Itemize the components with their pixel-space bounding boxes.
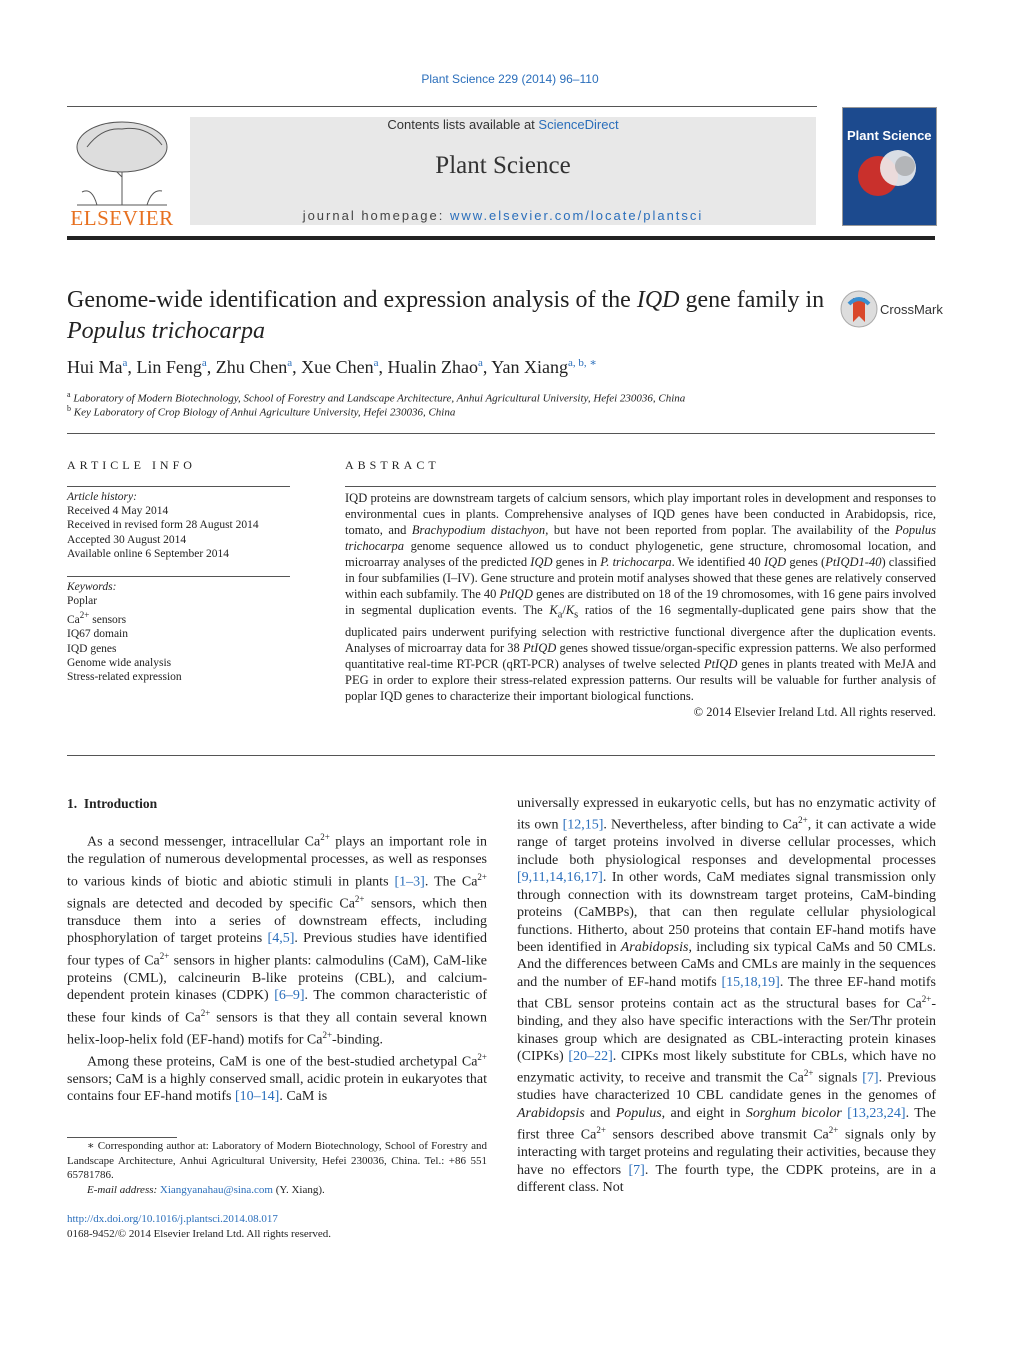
publisher-wordmark: ELSEVIER [70,206,174,230]
abstract-heading: ABSTRACT [345,458,440,472]
homepage-link[interactable]: www.elsevier.com/locate/plantsci [450,208,704,223]
contents-prefix: Contents lists available at [387,117,539,132]
title-text-2: gene family in [679,287,825,313]
doi-block [67,1212,487,1241]
keyword: Genome wide analysis [67,656,172,669]
keywords-label: Keywords: [67,581,117,593]
journal-name: Plant Science [435,152,571,179]
author[interactable]: Hui Ma$^a$ [67,357,128,377]
issn-line: 0168-9452/© 2014 Elsevier Ireland Ltd. All rights reserved. [67,1227,332,1240]
article-title [67,285,827,347]
sciencedirect-link[interactable]: ScienceDirect [538,117,619,132]
history-item: Accepted 30 August 2014 [67,533,187,546]
title-gene: IQD [636,287,680,313]
author[interactable]: Hualin Zhao$^a$ [387,357,483,377]
email-link[interactable]: Xiangyanahau@sina.com [159,1183,273,1196]
corresponding-footnote [67,1139,487,1197]
email-line: E-mail address: Xiangyanahau@sina.com (Y. Xiang). [87,1183,325,1196]
intro-paragraph: As a second messenger, intracellular $Ca^{2+}$ plays an important role in the regulation of numerous developmental processes, as well as responses to various kinds of biotic and abiotic stimuli in plants [1–3]. The $Ca^{2+}$ signals are detected and decoded by specific $Ca^{2+}$ sensors, which then transduce them into a series of downstream effects, including phosphorylation of target proteins [4,5]. Previous studies have identified four types of $Ca^{2+}$ sensors in higher plants: calmodulins (CaM), CaM-like proteins (CML), calcineurin B-like proteins (CBL), and calcium-dependent protein kinases (CDPK) [6–9]. The common characteristic of these four kinds of $Ca^{2+}$ sensors is that they all contain several known helix-loop-helix fold (EF-hand) motifs for $Ca^{2+}$-binding. [67,832,488,1048]
abstract-copyright: © 2014 Elsevier Ireland Ltd. All rights reserved. [693,704,936,719]
crossmark-icon [840,290,880,330]
intro-left-column [67,795,487,1106]
author[interactable]: Lin Feng$^a$ [136,357,207,377]
keyword: IQ67 domain [67,628,129,641]
homepage-prefix: journal homepage: [302,208,450,223]
history-item: Received 4 May 2014 [67,505,169,518]
keyword: IQD genes [67,642,117,655]
intro-paragraph: Among these proteins, CaM is one of the best-studied archetypal $Ca^{2+}$ sensors; CaM is a highly conserved small, acidic protein in eukaryotes that contains four EF-hand motifs [10–14]. CaM is [67,1051,487,1105]
history-item: Available online 6 September 2014 [67,547,230,560]
keywords-list [67,580,290,684]
journal-citation[interactable]: Plant Science 229 (2014) 96–110 [421,72,599,86]
keyword: Poplar [67,595,98,608]
doi-link[interactable]: http://dx.doi.org/10.1016/j.plantsci.2014.08.017 [67,1213,278,1225]
keyword: Stress-related expression [67,671,182,684]
history-label: Article history: [67,491,137,503]
article-history [67,490,290,561]
affiliation-rule [67,433,935,434]
footnote-rule [67,1137,177,1138]
intro-paragraph: universally expressed in eukaryotic cells, but has no enzymatic activity of its own [12,15]. Nevertheless, after binding to $Ca^{2+}$, it can activate a wide range of target proteins involved in diverse cellular processes, which include both physiological responses and developmental processes [9,11,14,16,17]. In other words, CaM mediates signal transmission only through connection with its downstream target proteins, CaM-binding proteins (CaMBPs), that can then regulate cellular physiological functions. Hitherto, about 250 proteins that contain EF-hand motifs have been identified in Arabidopsis, including six typical CaMs and 50 CMLs. And the differences between CaMs and CMLs are mainly in the sequences and the number of EF-hand motifs [15,18,19]. The three EF-hand motifs that CBL sensor proteins contain act as the structural bases for $Ca^{2+}$-binding, and they also have specific interactions with the Ser/Thr protein kinases group which are designated as CBL-interacting protein kinases (CIPKs) [20–22]. CIPKs most likely substitute for CBLs, which have no enzymatic activity, to receive and transmit the $Ca^{2+}$ signals [7]. Previous studies have characterized 10 CBL candidate genes in the genomes of Arabidopsis and Populus, and eight in Sorghum bicolor [13,23,24]. The first three $Ca^{2+}$ sensors described above transmit $Ca^{2+}$ signals only by interacting with target proteins and regulating their activities, because they have no effectors [7]. The fourth type, the CDPK proteins, are in a different class. Not [517,796,937,1196]
author-list: Hui Ma$^a$, Lin Feng$^a$, Zhu Chen$^a$, Xue Chen$^a$, Hualin Zhao$^a$, Yan Xiang$^{a, b, ∗}$ [67,357,597,377]
affiliation-a: $^a$ Laboratory of Modern Biotechnology, School of Forestry and Landscape Architecture, Anhui Agricultural University, Hefei 230036, China [67,390,686,405]
article-info-heading: ARTICLE INFO [67,458,196,472]
header-rule [67,106,817,107]
history-item: Received in revised form 28 August 2014 [67,519,259,532]
title-species: Populus trichocarpa [67,318,265,344]
abstract-end-rule [67,755,935,756]
contents-line [190,117,816,132]
abstract-rule [345,486,936,487]
journal-cover-image [842,107,937,226]
intro-heading: 1. Introduction [67,796,158,811]
corresponding-author: ∗ Corresponding author at: Laboratory of Modern Biotechnology, School of Forestry and Landscape Architecture, Anhui Agricultural University, Hefei 230036, China. Tel.: +86 551 65781786. [67,1140,487,1181]
article-info-rule [67,486,290,487]
author[interactable]: Xue Chen$^a$ [301,357,379,377]
author[interactable]: Zhu Chen$^a$ [215,357,293,377]
journal-homepage [190,208,816,223]
author[interactable]: Yan Xiang$^{a, b, ∗}$ [491,357,597,377]
crossmark-badge[interactable] [840,290,943,330]
keyword: $Ca^{2+}$ sensors [67,610,127,627]
header-thick-rule [67,236,935,240]
keywords-rule [67,576,290,577]
intro-right-column [517,795,936,1197]
title-text: Genome-wide identification and expression analysis of the [67,287,637,313]
abstract-body: IQD proteins are downstream targets of calcium sensors, which play important roles in development and responses to environmental cues in plants. Comprehensive analyses of IQD genes have been conducted in Arabidopsis, rice, tomato, and Brachypodium distachyon, but have not been reported from poplar. The availability of the Populus trichocarpa genome sequence allowed us to conduct phylogenetic, gene structure, chromosomal location, and microarray analyses of the predicted IQD genes in P. trichocarpa. We identified 40 IQD genes (PtIQD1-40) classified in four subfamilies (I–IV). Gene structure and protein motif analyses showed that these genes are relatively conserved within each subfamily. The 40 PtIQD genes are distributed on 18 of the 19 chromosomes, with 16 gene pairs involved in segmental duplication events. The $K_a/K_s$ ratios of the 16 segmentally-duplicated gene pairs show that the duplicated pairs underwent purifying selection with restrictive functional divergence after the duplication events. Analyses of microarray data for 38 PtIQD genes showed tissue/organ-specific expression patterns. We also performed quantitative real-time RT-PCR (qRT-PCR) analyses of twelve selected PtIQD genes in plants treated with MeJA and PEG in order to explore their stress-related expression patterns. Our results will be valuable for further analysis of poplar IQD genes to characterize their important biological functions. © 2014 Elsevier Ireland Ltd. All rights reserved. [345,491,937,719]
crossmark-label: CrossMark [880,302,943,317]
cover-title: Plant Science [847,128,932,143]
affiliation-b: $^b$ Key Laboratory of Crop Biology of Anhui Agriculture University, Hefei 230036, China [67,404,456,419]
